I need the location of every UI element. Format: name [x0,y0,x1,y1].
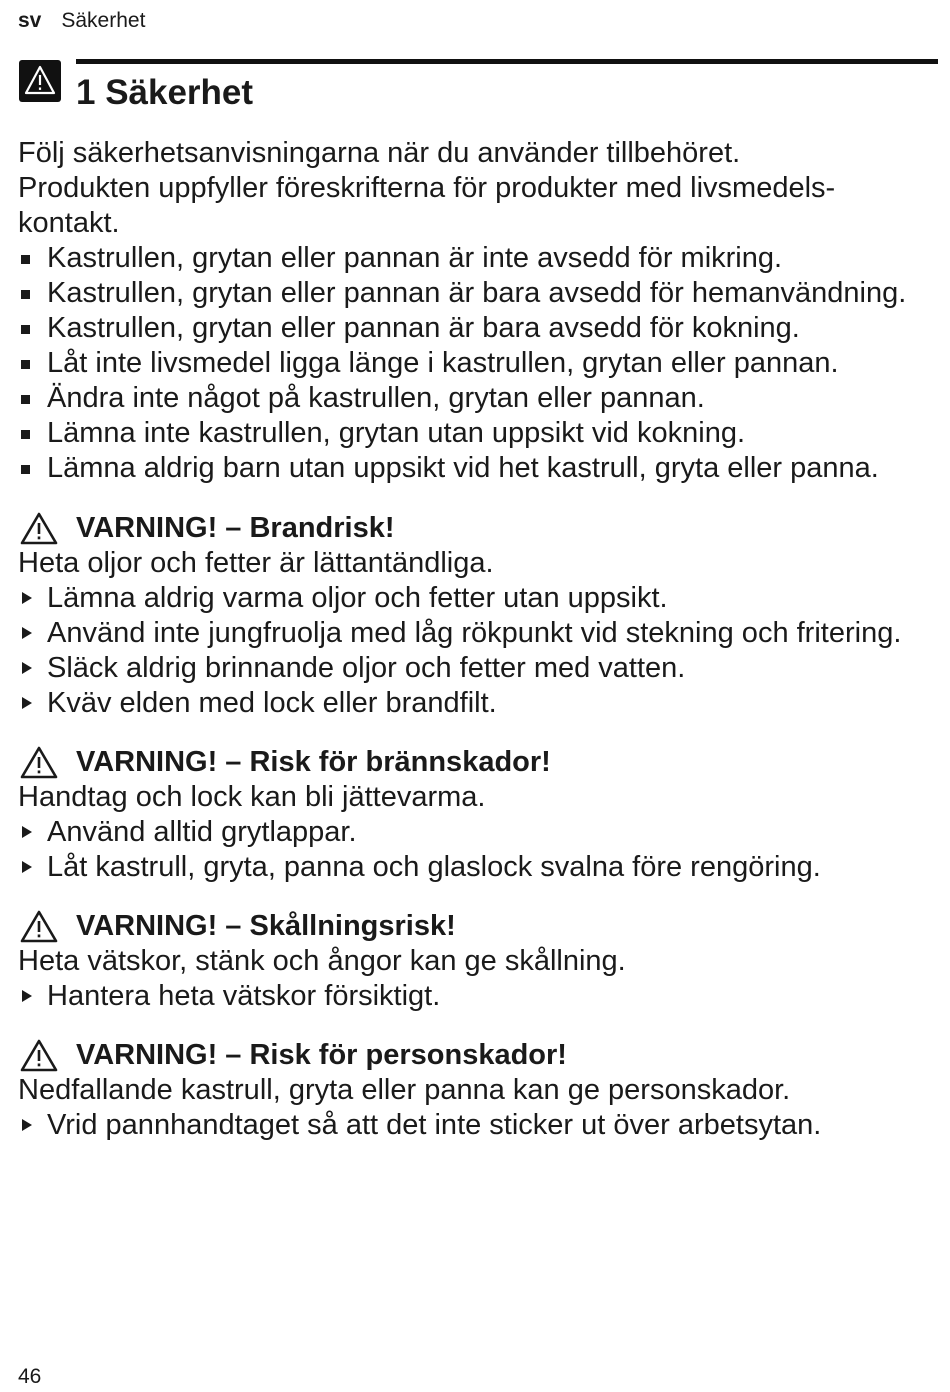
list-item: Vrid pannhandtaget så att det inte sticker ut över arbetsytan. [18,1108,928,1143]
warning-burns [18,745,928,885]
section-title: 1 Säkerhet [76,73,254,112]
warning-triangle-icon [19,1038,59,1073]
list-item: Kastrullen, grytan eller pannan är bara avsedd för hemanvändning. [18,276,928,311]
intro-paragraph [18,136,928,241]
warning-injury [18,1038,928,1143]
list-item: Lämna aldrig varma oljor och fetter utan uppsikt. [18,581,928,616]
list-item: Lämna inte kastrullen, grytan utan uppsikt vid kokning. [18,416,928,451]
list-item: Lämna aldrig barn utan uppsikt vid het kastrull, gryta eller panna. [18,451,928,486]
warning-title: VARNING! – Brandrisk! [76,512,395,544]
warning-fire [18,511,928,721]
list-item: Hantera heta vätskor försiktigt. [18,979,928,1014]
warning-triangle-icon [19,60,61,102]
running-header [18,8,145,34]
warning-title: VARNING! – Skållningsrisk! [76,910,456,942]
warning-triangle-icon [19,909,59,944]
warning-heading [18,909,928,944]
warning-title: VARNING! – Risk för personskador! [76,1039,567,1071]
list-item: Kväv elden med lock eller brandfilt. [18,686,928,721]
list-item: Låt kastrull, gryta, panna och glaslock svalna före rengöring. [18,850,928,885]
list-item: Kastrullen, grytan eller pannan är bara avsedd för kokning. [18,311,928,346]
warning-triangle-icon [19,511,59,546]
warning-title: VARNING! – Risk för brännskador! [76,746,551,778]
running-header-section: Säkerhet [61,9,146,32]
list-item: Använd inte jungfruolja med låg rökpunkt vid stekning och fritering. [18,616,928,651]
list-item: Ändra inte något på kastrullen, grytan eller pannan. [18,381,928,416]
warning-scalding [18,909,928,1014]
warning-text: Heta vätskor, stänk och ångor kan ge skållning. [18,945,626,977]
warning-text: Handtag och lock kan bli jättevarma. [18,781,486,813]
list-item: Släck aldrig brinnande oljor och fetter med vatten. [18,651,928,686]
warning-heading [18,745,928,780]
warning-steps [18,581,928,721]
list-item: Kastrullen, grytan eller pannan är inte avsedd för mikring. [18,241,928,276]
warning-steps [18,979,928,1014]
page-number: 46 [18,1365,42,1388]
warning-heading [18,1038,928,1073]
warning-triangle-icon [19,745,59,780]
warning-steps [18,815,928,885]
intro-line: Produkten uppfyller föreskrifterna för produkter med livsmedels-kontakt. [18,172,836,239]
section-rule [76,59,938,64]
warning-text: Heta oljor och fetter är lättantändliga. [18,547,494,579]
list-item: Använd alltid grytlappar. [18,815,928,850]
warning-heading [18,511,928,546]
warning-text: Nedfallande kastrull, gryta eller panna kan ge personskador. [18,1074,791,1106]
language-code: sv [18,9,42,32]
intro-line: Följ säkerhetsanvisningarna när du använder tillbehöret. [18,137,741,169]
content [18,136,928,1143]
rules-list [18,241,928,486]
warning-steps [18,1108,928,1143]
list-item: Låt inte livsmedel ligga länge i kastrullen, grytan eller pannan. [18,346,928,381]
